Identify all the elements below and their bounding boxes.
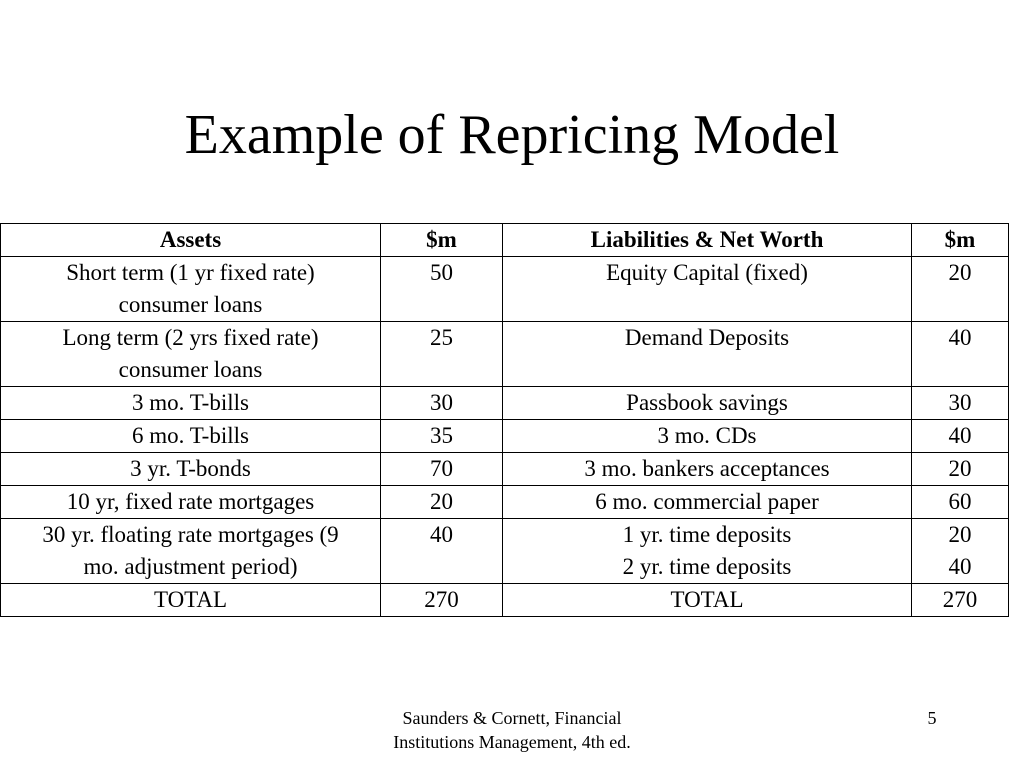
liability-amount-cell bbox=[912, 387, 1009, 420]
asset-cell bbox=[1, 322, 381, 387]
page-number: 5 bbox=[927, 708, 937, 728]
asset-cell bbox=[1, 420, 381, 453]
table-row bbox=[1, 387, 1009, 420]
liability-amount: 20 bbox=[948, 456, 972, 481]
liability-cell bbox=[503, 387, 912, 420]
liability-label: Equity Capital (fixed) bbox=[606, 260, 808, 285]
asset-amount: 70 bbox=[381, 453, 503, 486]
liability-cell bbox=[503, 420, 912, 453]
liability-cell bbox=[503, 257, 912, 322]
liability-amount-cell bbox=[912, 322, 1009, 387]
table-row bbox=[1, 519, 1009, 584]
asset-label: 30 yr. floating rate mortgages (9 bbox=[42, 522, 339, 547]
liability-amount-cell bbox=[912, 257, 1009, 322]
asset-label: 6 mo. T-bills bbox=[132, 423, 249, 448]
footer-source bbox=[360, 706, 664, 754]
asset-total-label: TOTAL bbox=[153, 587, 228, 612]
asset-label: consumer loans bbox=[118, 357, 263, 382]
liability-cell bbox=[503, 584, 912, 617]
header-assets: Assets bbox=[1, 224, 381, 257]
table-header-row bbox=[1, 224, 1009, 257]
table-row bbox=[1, 486, 1009, 519]
table-row bbox=[1, 453, 1009, 486]
asset-label: 10 yr, fixed rate mortgages bbox=[66, 489, 315, 514]
liability-cell bbox=[503, 322, 912, 387]
liability-total-amount: 270 bbox=[942, 587, 978, 612]
liability-label: 1 yr. time deposits bbox=[622, 522, 792, 547]
liability-amount: 40 bbox=[948, 554, 972, 579]
liability-label: 6 mo. commercial paper bbox=[595, 489, 819, 514]
liability-amount: 20 bbox=[948, 260, 972, 285]
header-liabilities: Liabilities & Net Worth bbox=[503, 224, 912, 257]
asset-label: 3 mo. T-bills bbox=[132, 390, 249, 415]
liability-amount-cell bbox=[912, 420, 1009, 453]
liability-amount: 40 bbox=[948, 325, 972, 350]
table-row bbox=[1, 322, 1009, 387]
liability-amount: 40 bbox=[948, 423, 972, 448]
asset-label: consumer loans bbox=[118, 292, 263, 317]
asset-cell bbox=[1, 257, 381, 322]
header-assets-amount: $m bbox=[381, 224, 503, 257]
asset-total-amount: 270 bbox=[381, 584, 503, 617]
liability-amount: 20 bbox=[948, 522, 972, 547]
liability-amount: 30 bbox=[948, 390, 972, 415]
liability-amount-cell bbox=[912, 453, 1009, 486]
asset-label: mo. adjustment period) bbox=[83, 554, 298, 579]
table-row bbox=[1, 257, 1009, 322]
asset-amount: 20 bbox=[381, 486, 503, 519]
liability-amount-cell bbox=[912, 519, 1009, 584]
footer-source-line: Institutions Management, 4th ed. bbox=[393, 732, 631, 752]
liability-amount-cell bbox=[912, 486, 1009, 519]
asset-amount: 30 bbox=[381, 387, 503, 420]
liability-amount-cell bbox=[912, 584, 1009, 617]
footer-source-line: Saunders & Cornett, Financial bbox=[402, 708, 622, 728]
asset-cell bbox=[1, 387, 381, 420]
table-total-row bbox=[1, 584, 1009, 617]
liability-cell bbox=[503, 453, 912, 486]
liability-label: 3 mo. CDs bbox=[657, 423, 757, 448]
asset-label: Long term (2 yrs fixed rate) bbox=[62, 325, 319, 350]
table-row bbox=[1, 420, 1009, 453]
asset-label: 3 yr. T-bonds bbox=[130, 456, 251, 481]
asset-cell bbox=[1, 519, 381, 584]
repricing-table bbox=[0, 223, 1009, 617]
liability-amount: 60 bbox=[948, 489, 972, 514]
asset-label: Short term (1 yr fixed rate) bbox=[66, 260, 315, 285]
liability-label: 2 yr. time deposits bbox=[622, 554, 792, 579]
liability-label: Demand Deposits bbox=[624, 325, 790, 350]
header-liabilities-amount: $m bbox=[912, 224, 1009, 257]
liability-cell bbox=[503, 519, 912, 584]
asset-amount: 25 bbox=[381, 322, 503, 387]
asset-amount: 50 bbox=[381, 257, 503, 322]
liability-total-label: TOTAL bbox=[670, 587, 744, 612]
liability-cell bbox=[503, 486, 912, 519]
asset-amount: 35 bbox=[381, 420, 503, 453]
asset-cell bbox=[1, 584, 381, 617]
asset-amount: 40 bbox=[381, 519, 503, 584]
liability-label: 3 mo. bankers acceptances bbox=[584, 456, 830, 481]
asset-cell bbox=[1, 486, 381, 519]
asset-cell bbox=[1, 453, 381, 486]
slide-title: Example of Repricing Model bbox=[184, 104, 840, 166]
liability-label: Passbook savings bbox=[626, 390, 788, 415]
